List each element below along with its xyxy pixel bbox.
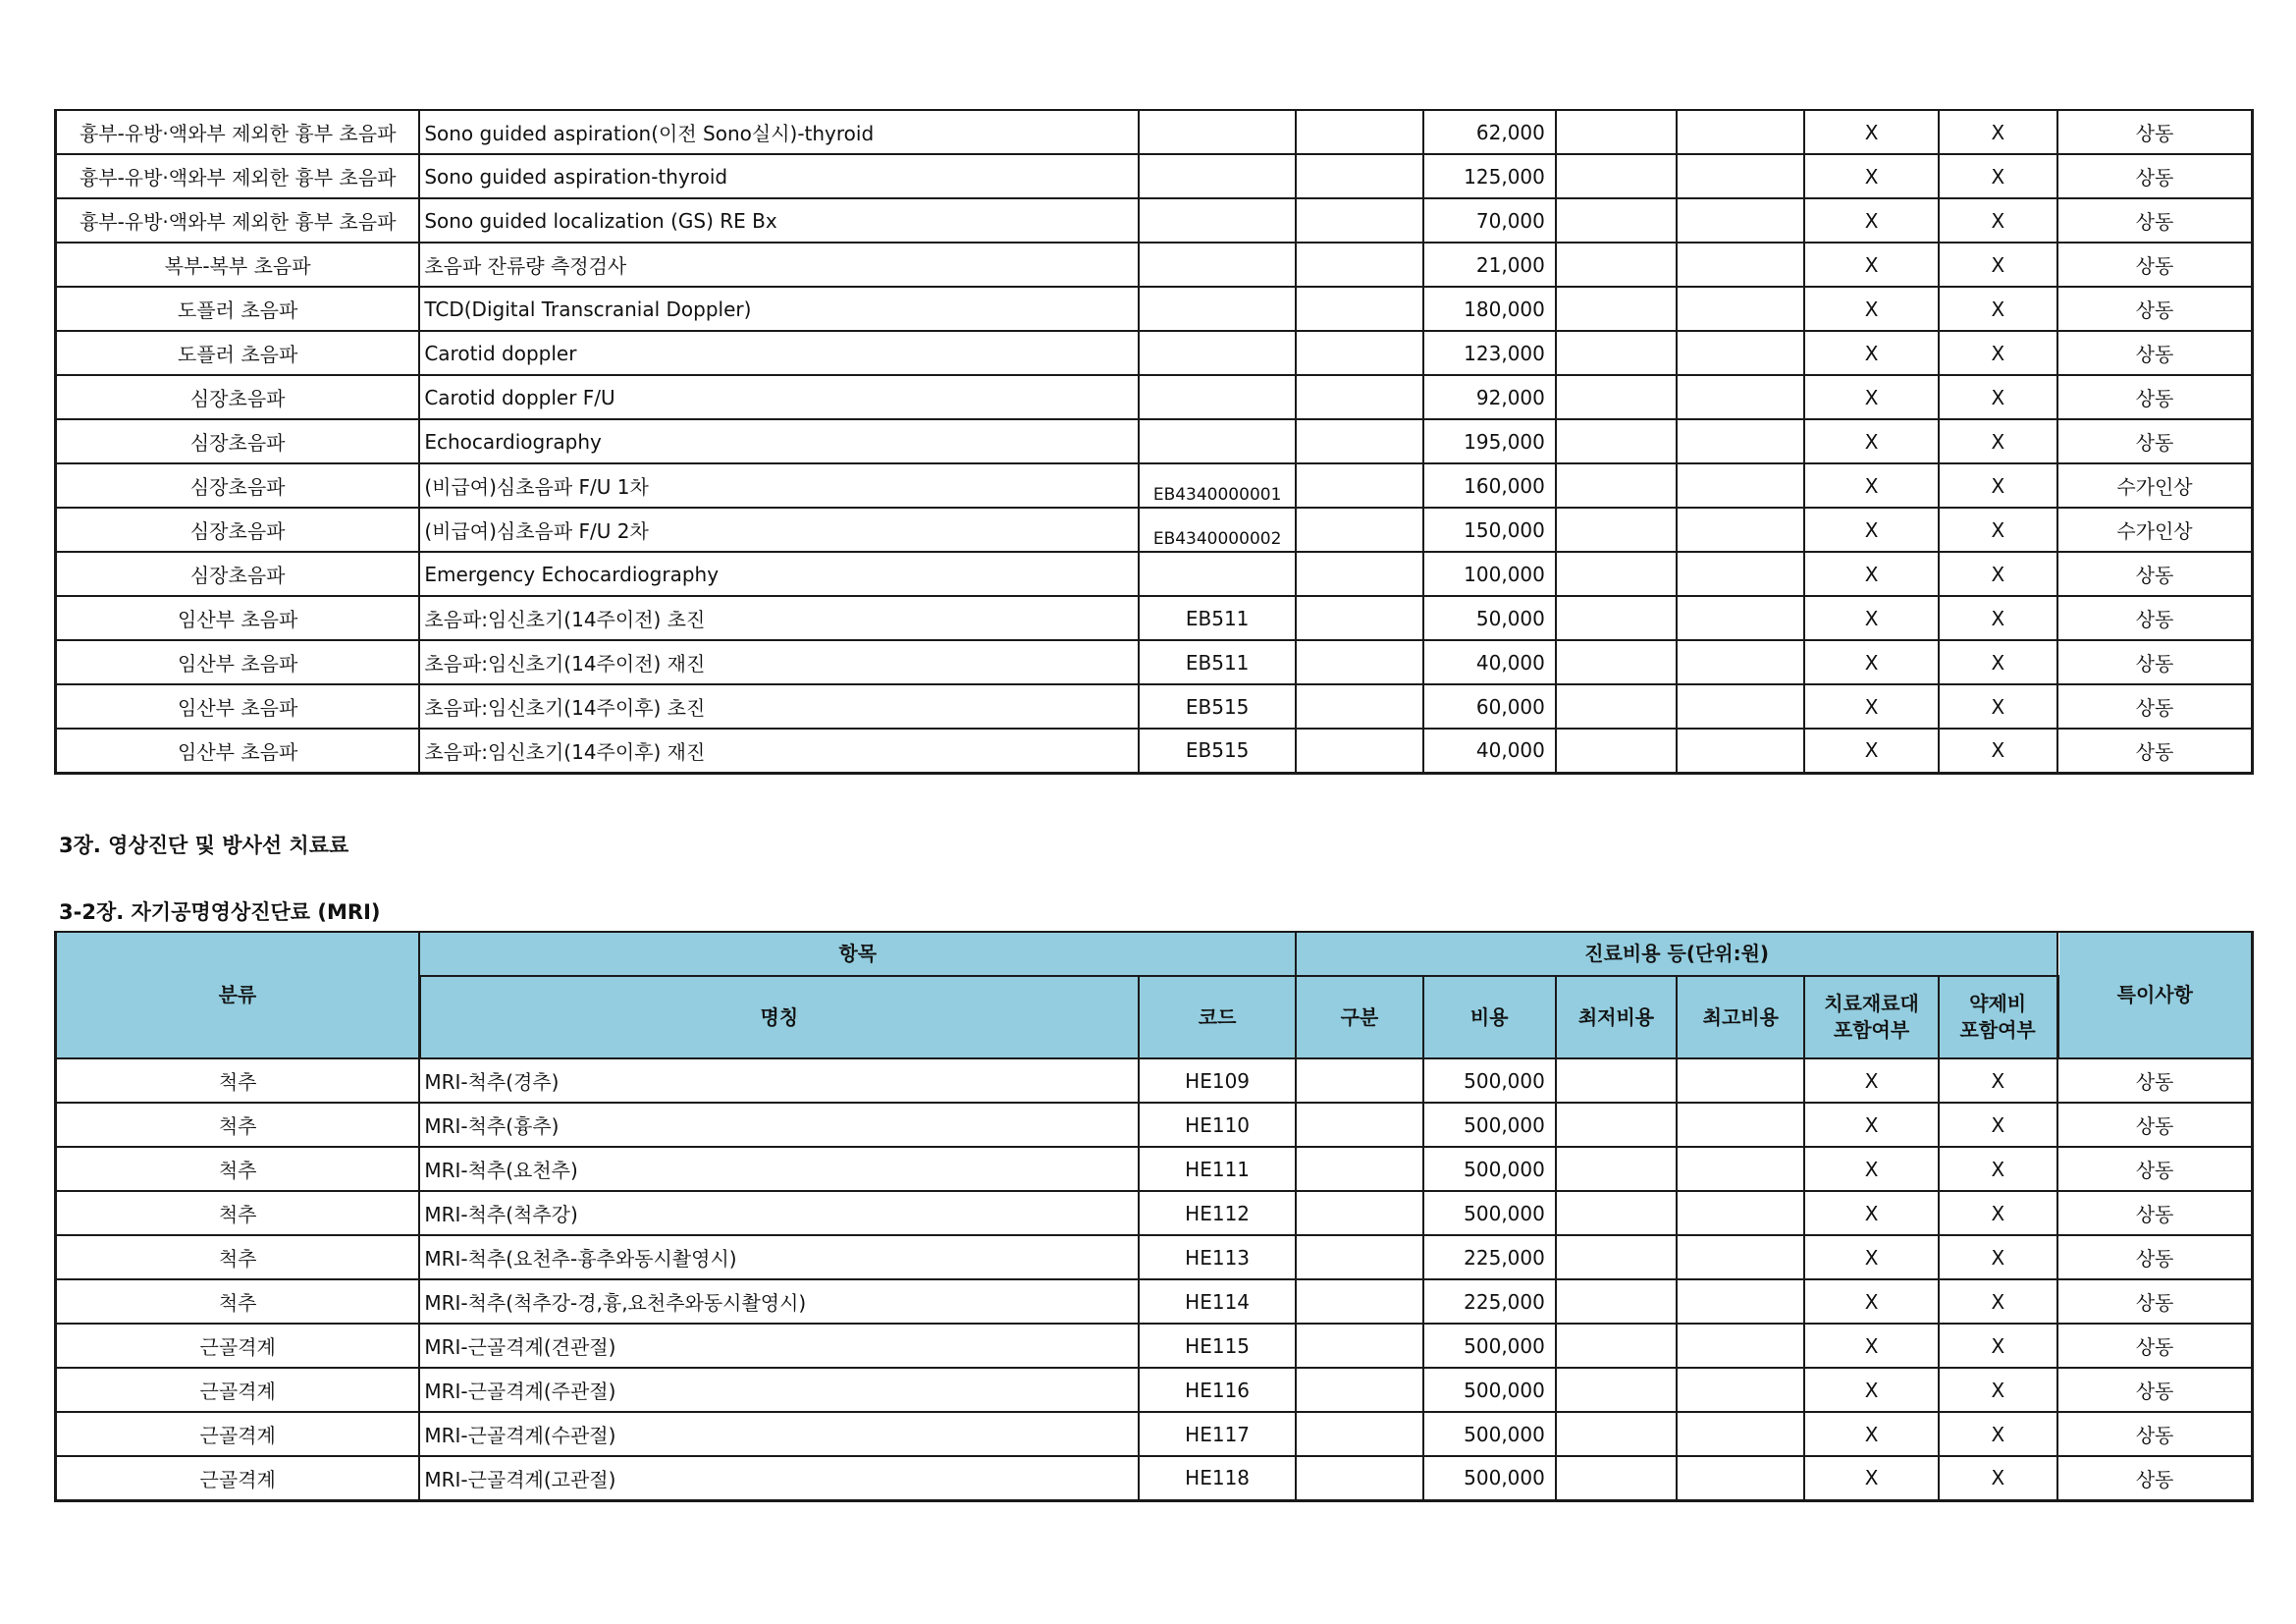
cell-price: 150,000 [1423,508,1556,552]
cell-price: 500,000 [1423,1368,1556,1412]
cell-code: HE109 [1139,1058,1296,1103]
header-max-price: 최고비용 [1677,976,1804,1058]
cell-category: 척추 [56,1235,420,1279]
cell-price: 50,000 [1423,596,1556,640]
cell-code: HE112 [1139,1191,1296,1235]
cell-price: 40,000 [1423,729,1556,773]
cell-note: 수가인상 [2057,508,2253,552]
cell-drug-included: X [1939,198,2057,243]
cell-material-included: X [1804,1456,1938,1500]
cell-material-included: X [1804,1147,1938,1191]
cell-category: 흉부-유방·액와부 제외한 흉부 초음파 [56,198,420,243]
table-row [56,1058,2253,1103]
cell-min-price [1556,1456,1677,1500]
cell-drug-included: X [1939,287,2057,331]
cell-price: 500,000 [1423,1058,1556,1103]
cell-max-price [1677,729,1804,773]
cell-name: MRI-척추(척추강-경,흉,요천추와동시촬영시) [419,1279,1139,1324]
cell-price: 500,000 [1423,1191,1556,1235]
cell-code: HE114 [1139,1279,1296,1324]
cell-note: 상동 [2057,419,2253,463]
cell-note: 상동 [2057,1279,2252,1324]
cell-drug-included: X [1939,1058,2057,1103]
cell-name: MRI-근골격계(고관절) [419,1456,1139,1500]
cell-code: EB4340000002 [1139,508,1296,552]
cell-note: 상동 [2057,1324,2252,1368]
cell-code [1139,287,1296,331]
cell-code: EB511 [1139,640,1296,684]
cell-code [1139,198,1296,243]
cell-material-included: X [1804,110,1938,154]
cell-price: 500,000 [1423,1456,1556,1500]
cell-drug-included: X [1939,508,2057,552]
cell-code: EB4340000001 [1139,463,1296,508]
cell-code: HE116 [1139,1368,1296,1412]
header-drug-included [1939,976,2057,1058]
cell-note: 상동 [2057,1368,2252,1412]
cell-code [1139,110,1296,154]
cell-type [1296,1324,1422,1368]
cell-note: 상동 [2057,154,2253,198]
cell-material-included: X [1804,1191,1938,1235]
cell-max-price [1677,331,1804,375]
cell-price: 195,000 [1423,419,1556,463]
cell-note: 상동 [2057,1456,2252,1500]
cell-max-price [1677,1324,1804,1368]
header-material-line1: 치료재료대 [1824,992,1919,1015]
cell-material-included: X [1804,287,1938,331]
cell-name: MRI-근골격계(견관절) [419,1324,1139,1368]
table-row [56,1456,2253,1500]
cell-code [1139,419,1296,463]
header-material-line2: 포함여부 [1833,1018,1910,1042]
cell-name: MRI-척추(척추강) [419,1191,1139,1235]
cell-note: 상동 [2057,1235,2252,1279]
cell-type [1296,110,1422,154]
cell-drug-included: X [1939,552,2057,596]
cell-category: 복부-복부 초음파 [56,243,420,287]
table-row [56,552,2253,596]
cell-material-included: X [1804,1324,1938,1368]
cell-name: Echocardiography [419,419,1139,463]
cell-note: 상동 [2057,729,2253,773]
cell-category: 심장초음파 [56,508,420,552]
table-row [56,1368,2253,1412]
cell-category: 임산부 초음파 [56,729,420,773]
cell-min-price [1556,1368,1677,1412]
header-cost-group: 진료비용 등(단위:원) [1296,932,2057,976]
cell-min-price [1556,1147,1677,1191]
header-drug-line1: 약제비 [1969,992,2027,1015]
table-row [56,1412,2253,1456]
cell-note: 상동 [2057,1103,2252,1147]
cell-min-price [1556,552,1677,596]
header-min-price: 최저비용 [1556,976,1677,1058]
cell-price: 60,000 [1423,684,1556,729]
cell-name: Sono guided aspiration-thyroid [419,154,1139,198]
cell-type [1296,1279,1422,1324]
cell-max-price [1677,287,1804,331]
cell-type [1296,1456,1422,1500]
cell-category: 심장초음파 [56,463,420,508]
cell-name: MRI-근골격계(주관절) [419,1368,1139,1412]
cell-price: 225,000 [1423,1235,1556,1279]
cell-min-price [1556,154,1677,198]
cell-price: 180,000 [1423,287,1556,331]
cell-max-price [1677,1279,1804,1324]
cell-category: 흉부-유방·액와부 제외한 흉부 초음파 [56,110,420,154]
cell-drug-included: X [1939,1412,2057,1456]
mri-table-header [56,932,2253,1058]
cell-name: Emergency Echocardiography [419,552,1139,596]
cell-max-price [1677,508,1804,552]
cell-drug-included: X [1939,375,2057,419]
cell-min-price [1556,1191,1677,1235]
table-row [56,1191,2253,1235]
mri-table-body [56,1058,2253,1500]
cell-category: 심장초음파 [56,552,420,596]
cell-min-price [1556,684,1677,729]
cell-type [1296,198,1422,243]
cell-code: EB515 [1139,684,1296,729]
table-row [56,287,2253,331]
cell-category: 흉부-유방·액와부 제외한 흉부 초음파 [56,154,420,198]
cell-name: MRI-척추(요천추-흉추와동시촬영시) [419,1235,1139,1279]
table-row [56,508,2253,552]
cell-note: 상동 [2057,684,2253,729]
cell-material-included: X [1804,419,1938,463]
cell-price: 40,000 [1423,640,1556,684]
ultrasound-fee-table [54,109,2254,775]
cell-note: 상동 [2057,1412,2252,1456]
cell-code: EB515 [1139,729,1296,773]
cell-max-price [1677,596,1804,640]
cell-material-included: X [1804,1412,1938,1456]
cell-code: HE110 [1139,1103,1296,1147]
cell-code: HE117 [1139,1412,1296,1456]
cell-drug-included: X [1939,1191,2057,1235]
cell-name: MRI-근골격계(수관절) [419,1412,1139,1456]
cell-name: 초음파:임신초기(14주이전) 재진 [419,640,1139,684]
table-row [56,331,2253,375]
cell-category: 근골격계 [56,1456,420,1500]
table-row [56,729,2253,773]
cell-price: 500,000 [1423,1412,1556,1456]
cell-type [1296,1058,1422,1103]
cell-category: 척추 [56,1147,420,1191]
cell-price: 92,000 [1423,375,1556,419]
table-row [56,1103,2253,1147]
header-category: 분류 [56,932,420,1058]
table-row [56,463,2253,508]
cell-min-price [1556,729,1677,773]
cell-name: Sono guided aspiration(이전 Sono실시)-thyroid [419,110,1139,154]
cell-min-price [1556,508,1677,552]
cell-drug-included: X [1939,1235,2057,1279]
table-row [56,1235,2253,1279]
cell-max-price [1677,1456,1804,1500]
cell-note: 수가인상 [2057,463,2253,508]
cell-max-price [1677,1235,1804,1279]
cell-code [1139,154,1296,198]
cell-material-included: X [1804,154,1938,198]
cell-category: 척추 [56,1191,420,1235]
cell-material-included: X [1804,596,1938,640]
cell-note: 상동 [2057,287,2253,331]
header-note: 특이사항 [2057,932,2252,1058]
cell-name: 초음파:임신초기(14주이후) 초진 [419,684,1139,729]
table-row [56,154,2253,198]
cell-price: 125,000 [1423,154,1556,198]
cell-material-included: X [1804,729,1938,773]
cell-code [1139,375,1296,419]
cell-material-included: X [1804,508,1938,552]
cell-material-included: X [1804,1058,1938,1103]
cell-drug-included: X [1939,1147,2057,1191]
cell-price: 21,000 [1423,243,1556,287]
cell-max-price [1677,1058,1804,1103]
cell-drug-included: X [1939,640,2057,684]
cell-drug-included: X [1939,1324,2057,1368]
cell-name: (비급여)심초음파 F/U 2차 [419,508,1139,552]
cell-drug-included: X [1939,1456,2057,1500]
cell-drug-included: X [1939,331,2057,375]
table-row [56,596,2253,640]
cell-price: 225,000 [1423,1279,1556,1324]
cell-drug-included: X [1939,1279,2057,1324]
cell-min-price [1556,1279,1677,1324]
cell-max-price [1677,375,1804,419]
cell-min-price [1556,596,1677,640]
cell-name: TCD(Digital Transcranial Doppler) [419,287,1139,331]
header-drug-line2: 포함여부 [1959,1018,2036,1042]
cell-name: Sono guided localization (GS) RE Bx [419,198,1139,243]
cell-price: 500,000 [1423,1147,1556,1191]
cell-type [1296,375,1422,419]
table-row [56,640,2253,684]
cell-note: 상동 [2057,596,2253,640]
cell-code: HE118 [1139,1456,1296,1500]
cell-min-price [1556,375,1677,419]
cell-drug-included: X [1939,243,2057,287]
cell-category: 근골격계 [56,1368,420,1412]
cell-min-price [1556,1235,1677,1279]
section-heading: 3-2장. 자기공명영상진단료 (MRI) [59,900,381,924]
cell-note: 상동 [2057,331,2253,375]
cell-name: Carotid doppler [419,331,1139,375]
cell-category: 근골격계 [56,1324,420,1368]
cell-min-price [1556,1103,1677,1147]
cell-material-included: X [1804,640,1938,684]
cell-min-price [1556,243,1677,287]
cell-note: 상동 [2057,1191,2252,1235]
cell-type [1296,287,1422,331]
header-item-group: 항목 [419,932,1296,976]
cell-max-price [1677,419,1804,463]
cell-min-price [1556,331,1677,375]
cell-type [1296,1235,1422,1279]
cell-material-included: X [1804,1103,1938,1147]
cell-material-included: X [1804,1235,1938,1279]
cell-drug-included: X [1939,419,2057,463]
cell-price: 70,000 [1423,198,1556,243]
cell-max-price [1677,684,1804,729]
cell-price: 160,000 [1423,463,1556,508]
cell-name: 초음파:임신초기(14주이후) 재진 [419,729,1139,773]
cell-name: 초음파 잔류량 측정검사 [419,243,1139,287]
cell-min-price [1556,198,1677,243]
cell-min-price [1556,287,1677,331]
cell-type [1296,243,1422,287]
cell-max-price [1677,1191,1804,1235]
table-row [56,419,2253,463]
cell-code: HE113 [1139,1235,1296,1279]
cell-category: 심장초음파 [56,419,420,463]
cell-type [1296,154,1422,198]
cell-note: 상동 [2057,198,2253,243]
cell-max-price [1677,154,1804,198]
table-row [56,1147,2253,1191]
cell-category: 도플러 초음파 [56,287,420,331]
cell-type [1296,1103,1422,1147]
cell-name: 초음파:임신초기(14주이전) 초진 [419,596,1139,640]
cell-drug-included: X [1939,729,2057,773]
cell-type [1296,1412,1422,1456]
cell-max-price [1677,1412,1804,1456]
cell-price: 500,000 [1423,1103,1556,1147]
header-code: 코드 [1139,976,1296,1058]
cell-max-price [1677,243,1804,287]
cell-material-included: X [1804,375,1938,419]
cell-name: MRI-척추(요천추) [419,1147,1139,1191]
cell-type [1296,508,1422,552]
header-type: 구분 [1296,976,1422,1058]
cell-category: 임산부 초음파 [56,684,420,729]
cell-price: 123,000 [1423,331,1556,375]
cell-type [1296,419,1422,463]
table-row [56,1324,2253,1368]
cell-max-price [1677,552,1804,596]
mri-fee-table [54,931,2254,1502]
cell-material-included: X [1804,463,1938,508]
cell-name: Carotid doppler F/U [419,375,1139,419]
cell-category: 임산부 초음파 [56,596,420,640]
table-row [56,110,2253,154]
cell-category: 척추 [56,1058,420,1103]
cell-material-included: X [1804,198,1938,243]
cell-drug-included: X [1939,463,2057,508]
cell-note: 상동 [2057,243,2253,287]
cell-min-price [1556,110,1677,154]
cell-max-price [1677,1147,1804,1191]
cell-type [1296,596,1422,640]
cell-type [1296,331,1422,375]
cell-note: 상동 [2057,1058,2252,1103]
cell-type [1296,640,1422,684]
cell-min-price [1556,1058,1677,1103]
cell-type [1296,463,1422,508]
cell-drug-included: X [1939,1368,2057,1412]
cell-max-price [1677,1368,1804,1412]
cell-min-price [1556,1324,1677,1368]
cell-max-price [1677,463,1804,508]
header-price: 비용 [1423,976,1556,1058]
cell-material-included: X [1804,243,1938,287]
ultrasound-table-body [56,110,2253,773]
cell-max-price [1677,640,1804,684]
cell-code [1139,331,1296,375]
header-material-included [1804,976,1938,1058]
cell-category: 임산부 초음파 [56,640,420,684]
cell-max-price [1677,1103,1804,1147]
cell-price: 500,000 [1423,1324,1556,1368]
cell-note: 상동 [2057,640,2253,684]
cell-note: 상동 [2057,552,2253,596]
cell-name: (비급여)심초음파 F/U 1차 [419,463,1139,508]
cell-min-price [1556,640,1677,684]
cell-category: 도플러 초음파 [56,331,420,375]
cell-drug-included: X [1939,1103,2057,1147]
cell-code [1139,243,1296,287]
cell-max-price [1677,198,1804,243]
cell-note: 상동 [2057,110,2253,154]
cell-category: 척추 [56,1279,420,1324]
cell-code: EB511 [1139,596,1296,640]
cell-category: 근골격계 [56,1412,420,1456]
table-row [56,198,2253,243]
cell-note: 상동 [2057,1147,2252,1191]
cell-material-included: X [1804,1368,1938,1412]
cell-material-included: X [1804,552,1938,596]
table-row [56,375,2253,419]
cell-type [1296,1191,1422,1235]
table-row [56,243,2253,287]
cell-drug-included: X [1939,596,2057,640]
cell-drug-included: X [1939,154,2057,198]
header-name: 명칭 [419,976,1139,1058]
table-row [56,684,2253,729]
cell-drug-included: X [1939,684,2057,729]
cell-type [1296,684,1422,729]
cell-material-included: X [1804,1279,1938,1324]
cell-price: 62,000 [1423,110,1556,154]
cell-name: MRI-척추(흉추) [419,1103,1139,1147]
cell-min-price [1556,1412,1677,1456]
cell-code [1139,552,1296,596]
chapter-heading: 3장. 영상진단 및 방사선 치료료 [59,834,349,857]
cell-category: 척추 [56,1103,420,1147]
cell-code: HE111 [1139,1147,1296,1191]
cell-price: 100,000 [1423,552,1556,596]
cell-type [1296,1147,1422,1191]
cell-note: 상동 [2057,375,2253,419]
cell-max-price [1677,110,1804,154]
cell-type [1296,729,1422,773]
cell-material-included: X [1804,684,1938,729]
cell-material-included: X [1804,331,1938,375]
table-row [56,1279,2253,1324]
cell-code: HE115 [1139,1324,1296,1368]
cell-name: MRI-척추(경추) [419,1058,1139,1103]
cell-drug-included: X [1939,110,2057,154]
cell-type [1296,1368,1422,1412]
cell-min-price [1556,463,1677,508]
cell-min-price [1556,419,1677,463]
cell-category: 심장초음파 [56,375,420,419]
cell-type [1296,552,1422,596]
